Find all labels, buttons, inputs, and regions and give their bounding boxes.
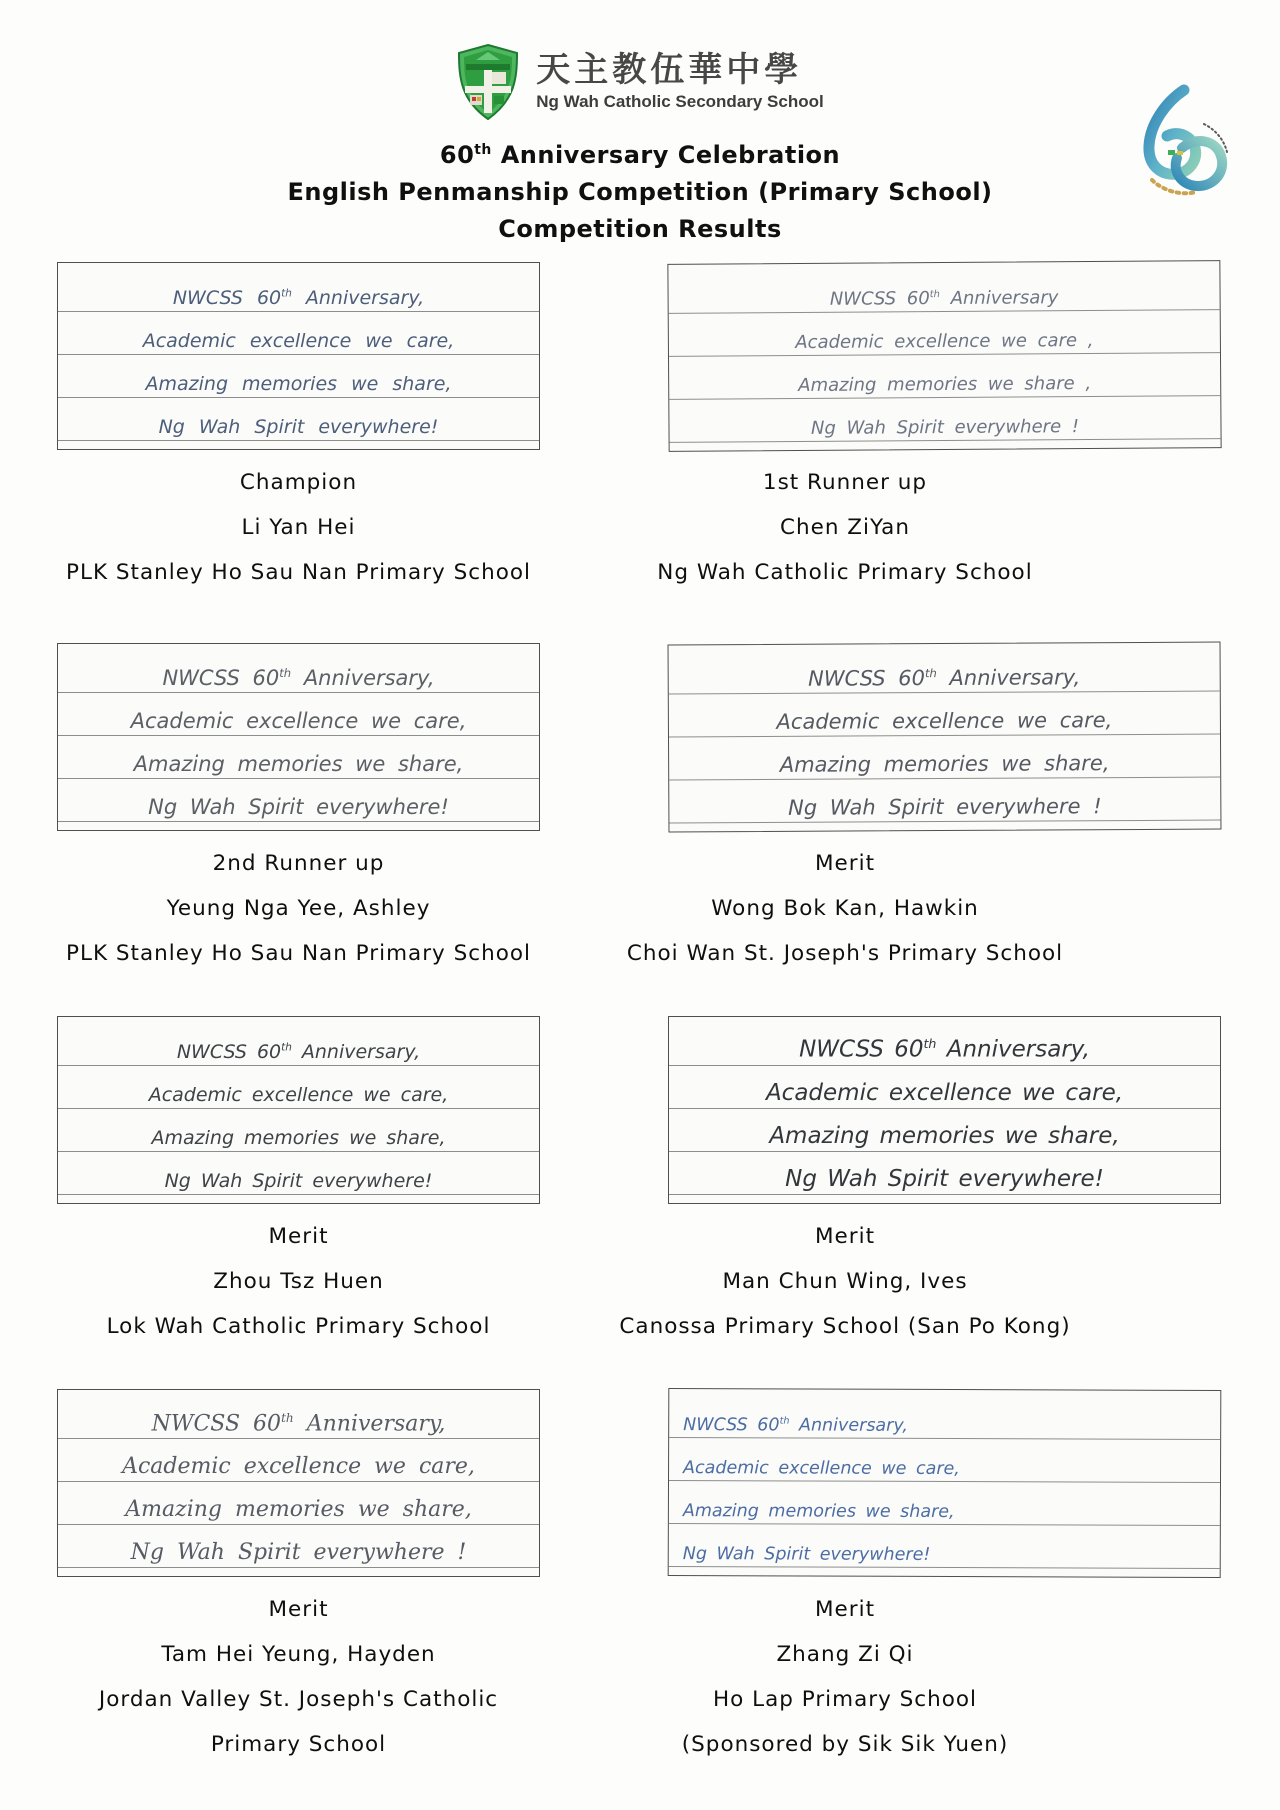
award-label: Champion [239, 470, 358, 495]
award-label: Merit [814, 851, 876, 876]
entry-caption [610, 460, 1080, 595]
handwriting-line: NWCSS 60th Anniversary, [58, 269, 539, 312]
entry-merit-3 [610, 1016, 1223, 1349]
award-label: Merit [268, 1597, 329, 1622]
results-row-2 [57, 643, 1280, 976]
handwriting-line: Amazing memories we share, [58, 736, 539, 779]
handwriting-line: Ng Wah Spirit everywhere! [58, 398, 539, 441]
school-name: Choi Wan St. Joseph's Primary School [626, 941, 1064, 966]
winner-name: Man Chun Wing, Ives [722, 1269, 968, 1294]
winner-name: Zhang Zi Qi [776, 1642, 914, 1667]
school-name: PLK Stanley Ho Sau Nan Primary School [66, 941, 531, 966]
handwriting-line: NWCSS 60th Anniversary, [669, 1023, 1220, 1066]
anniversary-60-icon [1122, 84, 1240, 218]
entry-merit-5 [610, 1389, 1223, 1767]
handwriting-sample [667, 260, 1221, 452]
school-name: Canossa Primary School (San Po Kong) [619, 1314, 1071, 1339]
title-competition: English Penmanship Competition (Primary School) [287, 178, 993, 206]
handwriting-line: NWCSS 60th Anniversary, [58, 1023, 539, 1066]
school-name-zh: 天主教伍華中學 [536, 50, 803, 91]
handwriting-line: Ng Wah Spirit everywhere ! [669, 396, 1220, 443]
school-name: Ho Lap Primary School [712, 1687, 978, 1712]
handwriting-line: Ng Wah Spirit everywhere! [669, 1524, 1220, 1569]
winner-name: Zhou Tsz Huen [213, 1269, 384, 1294]
school-name: PLK Stanley Ho Sau Nan Primary School [66, 560, 531, 585]
results-row-3 [57, 1016, 1280, 1349]
title-anniversary: 60th Anniversary Celebration [439, 141, 841, 169]
entry-caption [57, 1214, 540, 1349]
handwriting-line: NWCSS 60th Anniversary, [58, 1396, 539, 1439]
award-label: 1st Runner up [762, 470, 928, 495]
handwriting-line: Ng Wah Spirit everywhere! [58, 1152, 539, 1195]
results-grid [57, 262, 1280, 1767]
winner-name: Tam Hei Yeung, Hayden [161, 1642, 436, 1667]
handwriting-line: Amazing memories we share, [58, 1109, 539, 1152]
winner-name: Yeung Nga Yee, Ashley [166, 896, 431, 921]
entry-merit-1 [610, 643, 1223, 976]
school-name-block [536, 52, 823, 111]
handwriting-line: Ng Wah Spirit everywhere ! [58, 1525, 539, 1568]
handwriting-line: NWCSS 60th Anniversary, [669, 1395, 1220, 1440]
award-label: 2nd Runner up [212, 851, 385, 876]
handwriting-sample [668, 642, 1222, 833]
handwriting-line: Amazing memories we share, [58, 1482, 539, 1525]
handwriting-line: Amazing memories we share , [669, 353, 1220, 400]
school-crest-icon [456, 44, 520, 120]
handwriting-line: Academic excellence we care, [58, 1439, 539, 1482]
entry-caption [610, 841, 1080, 976]
document-titles [0, 132, 1280, 248]
results-row-4 [57, 1389, 1280, 1767]
handwriting-line: Ng Wah Spirit everywhere ! [669, 778, 1220, 824]
school-name-en: Ng Wah Catholic Secondary School [536, 91, 824, 111]
handwriting-line: Amazing memories we share, [58, 355, 539, 398]
handwriting-line: Amazing memories we share, [669, 735, 1220, 781]
entry-merit-4 [57, 1389, 540, 1767]
handwriting-line: Academic excellence we care, [58, 312, 539, 355]
entry-1st-runner-up [610, 262, 1223, 595]
entry-2nd-runner-up [57, 643, 540, 976]
entry-champion [57, 262, 540, 595]
handwriting-sample [668, 1388, 1222, 1578]
handwriting-line: Amazing memories we share, [669, 1481, 1220, 1526]
school-name: Jordan Valley St. Joseph's Catholic [98, 1687, 499, 1712]
entry-caption [610, 1214, 1080, 1349]
handwriting-sample [57, 262, 540, 450]
winner-name: Wong Bok Kan, Hawkin [711, 896, 979, 921]
results-row-1 [57, 262, 1280, 595]
entry-caption [610, 1587, 1080, 1767]
handwriting-line: Academic excellence we care, [58, 1066, 539, 1109]
entry-merit-2 [57, 1016, 540, 1349]
handwriting-sample [668, 1016, 1221, 1204]
handwriting-line: NWCSS 60th Anniversary, [58, 650, 539, 693]
handwriting-line: Academic excellence we care , [669, 310, 1220, 357]
handwriting-line: Academic excellence we care, [669, 692, 1220, 738]
handwriting-line: Amazing memories we share, [669, 1109, 1220, 1152]
winner-name: Li Yan Hei [241, 515, 356, 540]
handwriting-line: NWCSS 60th Anniversary [668, 267, 1219, 314]
school-name: (Sponsored by Sik Sik Yuen) [681, 1732, 1009, 1757]
entry-caption [57, 460, 540, 595]
award-label: Merit [814, 1597, 876, 1622]
handwriting-line: NWCSS 60th Anniversary, [669, 649, 1220, 695]
award-label: Merit [268, 1224, 329, 1249]
entry-caption [57, 1587, 540, 1767]
school-name: Primary School [210, 1732, 387, 1757]
handwriting-line: Ng Wah Spirit everywhere! [669, 1152, 1220, 1195]
handwriting-sample [57, 1016, 540, 1204]
handwriting-line: Academic excellence we care, [669, 1066, 1220, 1109]
school-name: Lok Wah Catholic Primary School [106, 1314, 491, 1339]
handwriting-line: Ng Wah Spirit everywhere! [58, 779, 539, 822]
handwriting-sample [57, 1389, 540, 1577]
handwriting-line: Academic excellence we care, [669, 1438, 1220, 1483]
handwriting-sample [57, 643, 540, 831]
entry-caption [57, 841, 540, 976]
school-name: Ng Wah Catholic Primary School [657, 560, 1033, 585]
winner-name: Chen ZiYan [779, 515, 910, 540]
title-results: Competition Results [498, 215, 782, 243]
school-brand [0, 0, 1280, 120]
award-label: Merit [814, 1224, 876, 1249]
handwriting-line: Academic excellence we care, [58, 693, 539, 736]
